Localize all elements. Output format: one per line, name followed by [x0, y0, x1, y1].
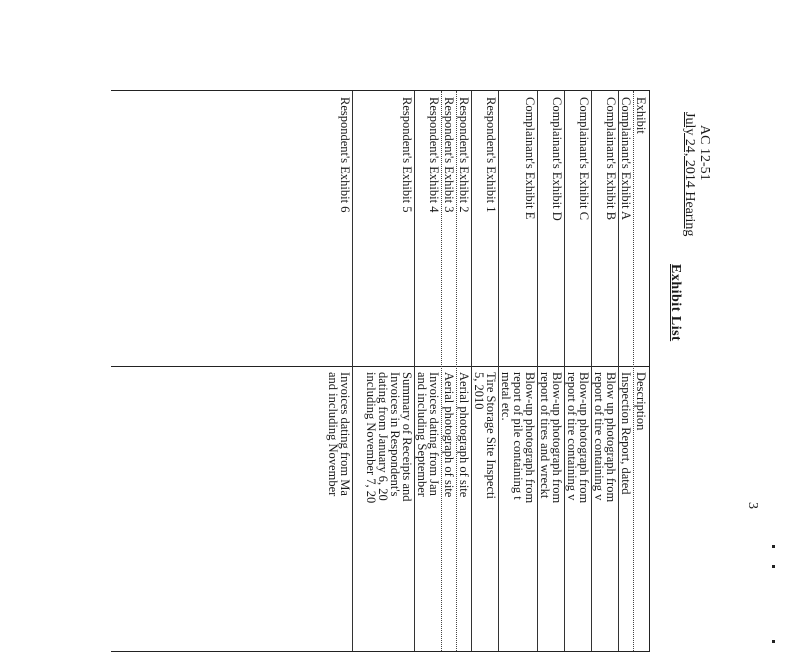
- exhibit-label: Complainant's Exhibit B: [604, 97, 618, 221]
- description-line: Inspection Report, dated: [619, 372, 633, 495]
- description-line: dating from January 6, 20: [376, 372, 390, 501]
- description-line: Invoices dating from Jan: [427, 372, 441, 496]
- row-divider: [564, 91, 565, 651]
- description-line: report of tire containing v: [592, 372, 606, 501]
- row-divider: [498, 91, 499, 651]
- description-line: 5, 2010: [472, 372, 486, 410]
- scan-mark: [772, 545, 775, 548]
- row-divider: [618, 91, 619, 651]
- description-line: metal etc.: [499, 372, 513, 421]
- row-divider: [441, 91, 442, 651]
- exhibit-table: [111, 90, 650, 652]
- hearing-date: July 24, 2014 Hearing: [682, 112, 697, 237]
- description-line: and including November: [326, 372, 340, 497]
- case-number: AC 12-51: [697, 125, 712, 181]
- description-line: Blow-up photograph from: [550, 372, 564, 504]
- column-divider: [111, 366, 649, 367]
- row-divider: [591, 91, 592, 651]
- row-divider: [537, 91, 538, 651]
- description-line: report of pile containing t: [511, 372, 525, 500]
- description-line: Blow-up photograph from: [523, 372, 537, 504]
- description-line: Aerial photograph of site: [442, 372, 456, 498]
- exhibit-label: Complainant's Exhibit C: [577, 97, 591, 221]
- exhibit-label: Respondent's Exhibit 1: [484, 97, 498, 213]
- exhibit-label: Respondent's Exhibit 4: [427, 97, 441, 213]
- description-line: including November 7, 20: [364, 372, 378, 504]
- scan-mark: [772, 640, 775, 643]
- row-divider: [456, 91, 457, 651]
- description-line: Aerial photograph of site: [457, 372, 471, 498]
- description-line: and including September: [415, 372, 429, 497]
- exhibit-label: Respondent's Exhibit 6: [338, 97, 352, 213]
- exhibit-label: Respondent's Exhibit 3: [442, 97, 456, 213]
- description-line: Blow up photograph from: [604, 372, 618, 503]
- description-line: Tire Storage Site Inspecti: [484, 372, 498, 499]
- exhibit-list-title: Exhibit List: [668, 264, 683, 342]
- description-line: Summary of Receipts and: [400, 372, 414, 502]
- row-divider: [471, 91, 472, 651]
- row-divider: [352, 91, 353, 651]
- scan-mark: [772, 565, 775, 568]
- page-number: 3: [745, 502, 760, 509]
- exhibit-label: Respondent's Exhibit 2: [457, 97, 471, 213]
- description-line: Invoices in Respondent's: [388, 372, 402, 497]
- row-divider: [414, 91, 415, 651]
- exhibit-label: Complainant's Exhibit A: [619, 97, 633, 221]
- row-divider: [633, 91, 634, 651]
- header-exhibit: Exhibit: [634, 97, 648, 134]
- description-line: report of tire containing v: [565, 372, 579, 501]
- description-line: Blow-up photograph from: [577, 372, 591, 504]
- description-line: Invoices dating from Ma: [338, 372, 352, 496]
- exhibit-label: Complainant's Exhibit E: [523, 97, 537, 220]
- exhibit-label: Complainant's Exhibit D: [550, 97, 564, 221]
- exhibit-label: Respondent's Exhibit 5: [400, 97, 414, 213]
- description-line: report of tires and wreckt: [538, 372, 552, 499]
- header-description: Description: [634, 372, 648, 431]
